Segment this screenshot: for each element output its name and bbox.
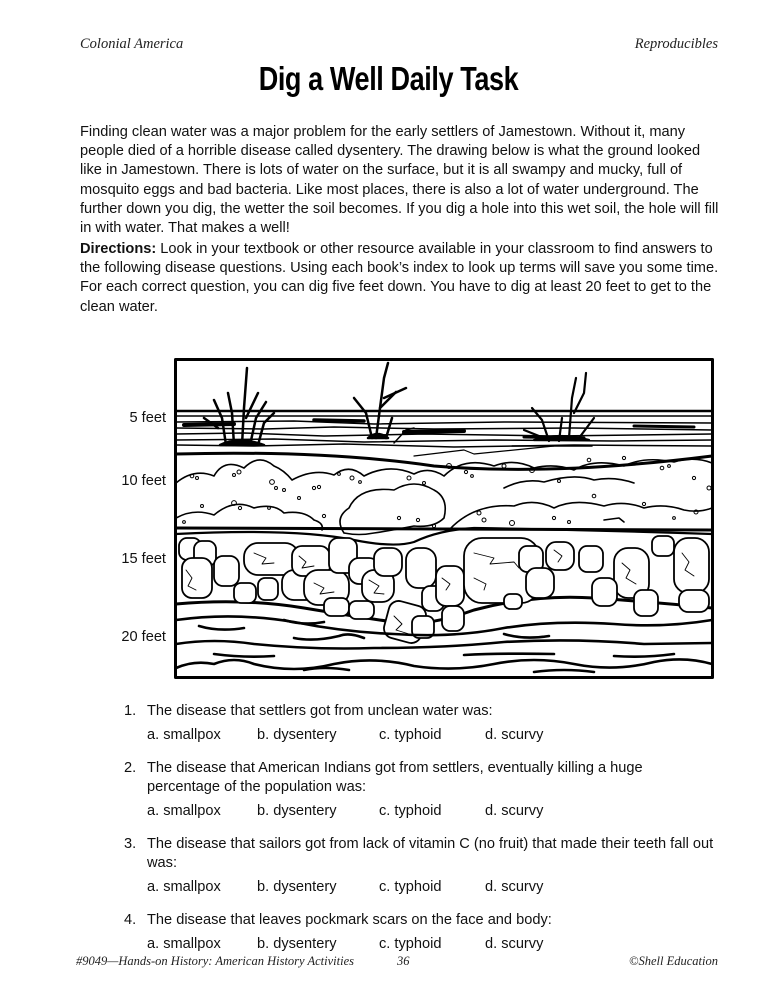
option-c[interactable]: c. typhoid bbox=[379, 803, 442, 819]
intro-paragraph: Finding clean water was a major problem for the early settlers of Jamestown. Without it, many people died of a horrible disease called dysentery. The drawing below is what the ground looked like in Jamestown. There is lots of water on the surface, but it is all swampy and mucky, full of mosquito eggs and bad bacteria. Like most places, there is also a lot of water underground. The further down you dig, the wetter the soil becomes. If you dig a hole into this wet soil, the hole will fill in with water. That makes a well! bbox=[80, 124, 719, 237]
question-number: 2. bbox=[124, 760, 137, 776]
option-a[interactable]: a. smallpox bbox=[147, 803, 221, 819]
depth-label-10: 10 feet bbox=[121, 473, 166, 489]
running-header-right: Reproducibles bbox=[634, 36, 718, 52]
question-3 bbox=[124, 835, 744, 897]
option-c[interactable]: c. typhoid bbox=[379, 936, 442, 952]
muck-bubbles bbox=[183, 456, 711, 527]
question-list bbox=[124, 702, 744, 968]
question-text: The disease that leaves pockmark scars on the face and body: bbox=[147, 912, 552, 928]
footer-page-number: 36 bbox=[397, 954, 410, 968]
answer-options bbox=[147, 878, 744, 897]
option-b[interactable]: b. dysentery bbox=[257, 879, 337, 895]
page-title: Dig a Well Daily Task bbox=[258, 60, 519, 97]
option-d[interactable]: d. scurvy bbox=[485, 879, 544, 895]
dead-bush-2 bbox=[354, 363, 414, 443]
directions-text: Look in your textbook or other resource available in your classroom to find answers to the following disease questions. Using each book’s index to look up terms will save you some time. For each correct question, you can dig five feet down. You have to dig at least 20 feet to get to the clean water. bbox=[80, 241, 719, 315]
directions-label: Directions: bbox=[80, 241, 157, 257]
answer-options bbox=[147, 726, 744, 745]
running-header-left: Colonial America bbox=[80, 36, 184, 52]
ground-layers-illustration bbox=[174, 358, 714, 679]
option-b[interactable]: b. dysentery bbox=[257, 803, 337, 819]
question-text: The disease that settlers got from unclean water was: bbox=[147, 703, 493, 719]
directions-paragraph bbox=[80, 240, 720, 317]
option-d[interactable]: d. scurvy bbox=[485, 803, 544, 819]
depth-label-5: 5 feet bbox=[129, 410, 166, 426]
depth-label-15: 15 feet bbox=[121, 551, 166, 567]
rocks bbox=[179, 536, 709, 645]
option-d[interactable]: d. scurvy bbox=[485, 727, 544, 743]
answer-options bbox=[147, 935, 744, 954]
question-text: The disease that sailors got from lack of vitamin C (no fruit) that made their teeth fall out was: bbox=[147, 836, 714, 871]
option-a[interactable]: a. smallpox bbox=[147, 936, 221, 952]
option-d[interactable]: d. scurvy bbox=[485, 936, 544, 952]
option-b[interactable]: b. dysentery bbox=[257, 936, 337, 952]
well-drawing-section bbox=[110, 358, 720, 680]
question-4 bbox=[124, 911, 744, 954]
option-c[interactable]: c. typhoid bbox=[379, 879, 442, 895]
question-text: The disease that American Indians got from settlers, eventually killing a huge percentage of the population was: bbox=[147, 760, 643, 795]
mucky-soil-layer bbox=[176, 459, 712, 534]
option-a[interactable]: a. smallpox bbox=[147, 879, 221, 895]
option-b[interactable]: b. dysentery bbox=[257, 727, 337, 743]
question-1 bbox=[124, 702, 744, 745]
question-2 bbox=[124, 759, 744, 821]
option-a[interactable]: a. smallpox bbox=[147, 727, 221, 743]
footer-book-title: #9049—Hands-on History: American History Activities bbox=[76, 954, 354, 968]
depth-label-20: 20 feet bbox=[121, 629, 166, 645]
question-number: 3. bbox=[124, 836, 137, 852]
question-number: 1. bbox=[124, 703, 137, 719]
footer-publisher: ©Shell Education bbox=[629, 954, 718, 968]
option-c[interactable]: c. typhoid bbox=[379, 727, 442, 743]
question-number: 4. bbox=[124, 912, 137, 928]
answer-options bbox=[147, 802, 744, 821]
